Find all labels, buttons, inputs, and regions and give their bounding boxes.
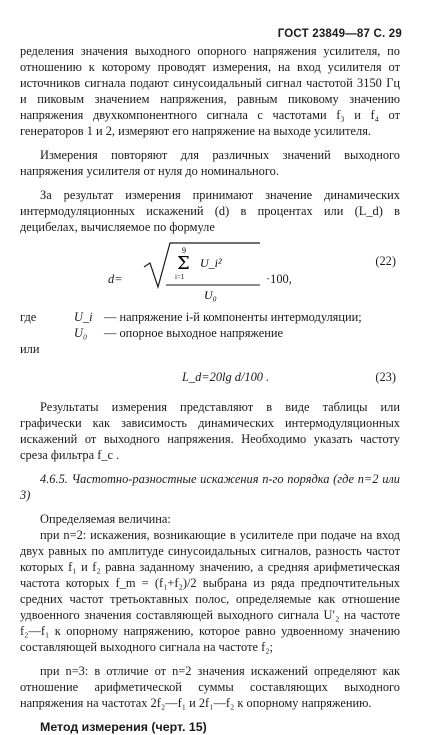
definition-symbol: U_i — [74, 310, 93, 324]
formula-23 — [20, 363, 400, 393]
formula-22-sum-top: 9 — [182, 246, 186, 255]
formula-22-number: (22) — [375, 254, 396, 268]
formula-22-numerator: U_i² — [200, 256, 222, 270]
document-body — [20, 43, 400, 735]
formula-22-radical — [142, 241, 262, 303]
formula-22-tail: ·100, — [266, 272, 292, 286]
formula-22-sum-bottom: i=1 — [175, 273, 185, 281]
formula-22-lhs: d= — [108, 272, 123, 286]
definition-symbol: U₀ — [74, 326, 88, 340]
where-label: где — [20, 310, 37, 324]
or-label: или — [20, 342, 40, 356]
definition-row — [20, 325, 400, 341]
paragraph-result-definition: За результат измерения принимают значение динамических интермодуляционных искажений (d) в процентах или (L_d) в децибелах, вычисляемое по формуле — [20, 188, 400, 234]
paragraph-repeat-measurements: Измерения повторяют для различных значений выходного напряжения усилителя от нуля до номинального. — [20, 148, 400, 178]
formula-22 — [20, 241, 400, 303]
running-header: ГОСТ 23849—87 С. 29 — [277, 28, 402, 40]
paragraph-determined-quantity: Определяемая величина: — [40, 512, 171, 526]
paragraph-n3: при n=3: в отличие от n=2 значения искажений определяют как отношение арифметической суммы составляющих выходного напряжения на частотах 2f₂—f₁ и 2f₁—f₂ к опорному напряжению. — [20, 664, 400, 710]
formula-23-number: (23) — [375, 370, 396, 384]
paragraph-n2: при n=2: искажения, возникающие в усилителе при подаче на вход двух равных по амплитуде синусоидальных сигналов, разность частот которых f₁ и f₂ равна заданному значению, а средняя арифметическая частота которых f_m = (f₁+f₂)/2 выбрана из ряда предпочтительных средних частот третьоктавных полос, определяемые как отношение удвоенного значения составляющей выходного сигнала U′₂ на частоте f₂—f₁ к опорному напряжению, которое равно удвоенному значению составляющей выходного сигнала на частоте f₂; — [20, 528, 400, 654]
formula-22-denominator: U₀ — [204, 288, 217, 302]
paragraph-continuation: ределения значения выходного опорного напряжения усилителя, по отношению к которому проводят измерения, на вход усилителя от источников сигнала подают синусоидальный сигнал частотой 3150 Гц и пиковым значением напряжения, равным пиковому значению напряжения двухкомпонентного сигнала с частотами f₃ и f₄ от генераторов 1 и 2, измеряют его напряжение на выходе усилителя. — [20, 44, 400, 138]
formula-22-sigma-icon: Σ — [177, 253, 190, 274]
definition-row — [20, 309, 400, 325]
definitions-block — [20, 309, 400, 357]
or-row — [20, 341, 400, 357]
method-heading: Метод измерения (черт. 15) — [40, 720, 207, 734]
definition-text: — опорное выходное напряжение — [104, 326, 284, 340]
definition-text: — напряжение i-й компоненты интермодуляции; — [104, 310, 362, 324]
paragraph-results-presentation: Результаты измерения представляют в виде таблицы или графически как зависимость динамических интермодуляционных искажений от выходного напряжения. Необходимо указать частоту среза фильтра f_c . — [20, 400, 400, 462]
section-heading-4-6-5: 4.6.5. Частотно-разностные искажения n-го порядка (где n=2 или 3) — [20, 472, 400, 502]
formula-23-body: L_d=20lg d/100 . — [182, 370, 270, 384]
